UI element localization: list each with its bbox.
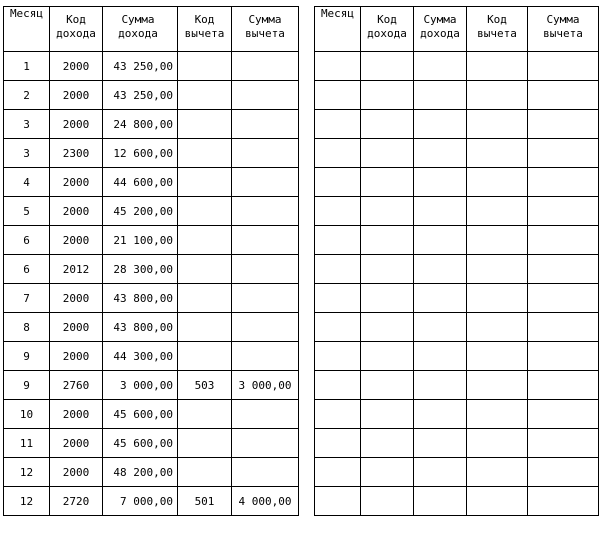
cell-income-sum: 3 000,00 (103, 371, 178, 400)
empty-cell (467, 487, 528, 516)
empty-cell (361, 487, 414, 516)
cell-deduction-code (178, 226, 232, 255)
cell-month: 3 (4, 110, 50, 139)
table-row-empty (315, 81, 599, 110)
cell-income-sum: 21 100,00 (103, 226, 178, 255)
empty-cell (528, 255, 599, 284)
empty-cell (414, 139, 467, 168)
table-row-empty (315, 458, 599, 487)
cell-income-sum: 45 600,00 (103, 429, 178, 458)
empty-table (314, 6, 599, 516)
empty-cell (361, 342, 414, 371)
header-deduction-code-2 (467, 7, 528, 52)
empty-cell (467, 52, 528, 81)
empty-cell (467, 81, 528, 110)
cell-income-sum: 28 300,00 (103, 255, 178, 284)
empty-cell (315, 255, 361, 284)
empty-cell (467, 110, 528, 139)
empty-cell (414, 429, 467, 458)
cell-month: 6 (4, 255, 50, 284)
empty-cell (467, 226, 528, 255)
cell-income-sum: 43 800,00 (103, 313, 178, 342)
empty-cell (467, 284, 528, 313)
cell-income-sum: 24 800,00 (103, 110, 178, 139)
empty-cell (361, 284, 414, 313)
cell-deduction-sum (232, 110, 299, 139)
empty-cell (414, 52, 467, 81)
cell-income-sum: 43 250,00 (103, 52, 178, 81)
empty-cell (315, 81, 361, 110)
empty-cell (315, 139, 361, 168)
header-deduction-sum-line2: вычета (245, 27, 285, 40)
empty-cell (414, 458, 467, 487)
header-deduction-sum-2-line2: вычета (543, 27, 583, 40)
header-month (4, 7, 50, 52)
table-row (4, 487, 299, 516)
table-row-empty (315, 342, 599, 371)
header-month-2 (315, 7, 361, 52)
table-row (4, 255, 299, 284)
cell-income-sum: 12 600,00 (103, 139, 178, 168)
empty-cell (361, 197, 414, 226)
cell-deduction-code (178, 168, 232, 197)
table-row (4, 400, 299, 429)
cell-income-code: 2000 (50, 226, 103, 255)
cell-deduction-sum (232, 313, 299, 342)
table-row (4, 197, 299, 226)
cell-deduction-sum: 3 000,00 (232, 371, 299, 400)
cell-deduction-code: 501 (178, 487, 232, 516)
cell-income-code: 2000 (50, 458, 103, 487)
table-row-empty (315, 371, 599, 400)
table-row (4, 81, 299, 110)
table-row-empty (315, 284, 599, 313)
cell-deduction-code (178, 52, 232, 81)
cell-income-code: 2000 (50, 110, 103, 139)
cell-month: 8 (4, 313, 50, 342)
cell-deduction-code (178, 400, 232, 429)
header-deduction-code-2-line2: вычета (477, 27, 517, 40)
empty-cell (315, 429, 361, 458)
table-row (4, 168, 299, 197)
header-deduction-sum-line1: Сумма (248, 13, 282, 26)
header-income-code-line2: дохода (56, 27, 96, 40)
empty-cell (467, 313, 528, 342)
empty-cell (361, 81, 414, 110)
cell-income-code: 2300 (50, 139, 103, 168)
table-row-empty (315, 400, 599, 429)
cell-deduction-code (178, 139, 232, 168)
empty-cell (315, 458, 361, 487)
header-month-label: Месяц (9, 7, 44, 20)
cell-income-code: 2000 (50, 313, 103, 342)
table-row-empty (315, 139, 599, 168)
empty-cell (315, 168, 361, 197)
table-row (4, 342, 299, 371)
cell-month: 4 (4, 168, 50, 197)
cell-deduction-sum (232, 429, 299, 458)
header-income-sum-2 (414, 7, 467, 52)
header-income-sum-2-line1: Сумма (423, 13, 457, 26)
header-deduction-code-line1: Код (194, 13, 215, 26)
table-row (4, 139, 299, 168)
cell-income-sum: 44 300,00 (103, 342, 178, 371)
cell-deduction-code (178, 313, 232, 342)
header-income-code-2 (361, 7, 414, 52)
empty-cell (361, 110, 414, 139)
empty-cell (467, 255, 528, 284)
empty-cell (361, 255, 414, 284)
cell-income-code: 2012 (50, 255, 103, 284)
cell-month: 2 (4, 81, 50, 110)
cell-deduction-code (178, 284, 232, 313)
empty-cell (528, 429, 599, 458)
header-deduction-code-line2: вычета (184, 27, 225, 40)
empty-cell (414, 81, 467, 110)
empty-cell (467, 458, 528, 487)
cell-deduction-code (178, 110, 232, 139)
header-deduction-sum-2 (528, 7, 599, 52)
header-deduction-sum (232, 7, 299, 52)
empty-cell (315, 284, 361, 313)
header-income-sum-line2: дохода (118, 27, 158, 40)
cell-month: 10 (4, 400, 50, 429)
empty-cell (414, 284, 467, 313)
cell-income-code: 2000 (50, 81, 103, 110)
cell-month: 5 (4, 197, 50, 226)
table-row-empty (315, 255, 599, 284)
cell-deduction-sum (232, 81, 299, 110)
empty-cell (361, 226, 414, 255)
cell-deduction-code (178, 458, 232, 487)
table-row-empty (315, 110, 599, 139)
empty-cell (528, 371, 599, 400)
empty-cell (414, 110, 467, 139)
empty-cell (528, 487, 599, 516)
cell-deduction-sum (232, 197, 299, 226)
empty-cell (361, 139, 414, 168)
table-row-empty (315, 197, 599, 226)
header-deduction-sum-2-line1: Сумма (546, 13, 580, 26)
cell-income-code: 2720 (50, 487, 103, 516)
empty-cell (467, 342, 528, 371)
cell-deduction-sum (232, 226, 299, 255)
empty-cell (528, 458, 599, 487)
table-row (4, 313, 299, 342)
empty-cell (361, 52, 414, 81)
cell-income-sum: 44 600,00 (103, 168, 178, 197)
cell-income-code: 2000 (50, 342, 103, 371)
table-row (4, 110, 299, 139)
header-deduction-code-2-line1: Код (487, 13, 507, 26)
empty-table-header (315, 7, 599, 52)
cell-income-sum: 48 200,00 (103, 458, 178, 487)
empty-cell (467, 168, 528, 197)
table-row-empty (315, 52, 599, 81)
cell-month: 9 (4, 342, 50, 371)
table-row-empty (315, 313, 599, 342)
empty-cell (361, 313, 414, 342)
cell-income-code: 2000 (50, 52, 103, 81)
empty-cell (528, 197, 599, 226)
cell-month: 11 (4, 429, 50, 458)
empty-cell (467, 400, 528, 429)
empty-cell (467, 139, 528, 168)
cell-deduction-sum (232, 168, 299, 197)
empty-cell (528, 139, 599, 168)
cell-income-sum: 45 600,00 (103, 400, 178, 429)
empty-cell (528, 81, 599, 110)
empty-cell (414, 371, 467, 400)
table-row (4, 226, 299, 255)
cell-income-code: 2000 (50, 400, 103, 429)
table-row-empty (315, 226, 599, 255)
cell-income-code: 2000 (50, 168, 103, 197)
empty-cell (528, 52, 599, 81)
income-table (3, 6, 299, 516)
empty-cell (528, 226, 599, 255)
empty-cell (315, 342, 361, 371)
cell-deduction-sum (232, 400, 299, 429)
cell-deduction-sum (232, 255, 299, 284)
cell-income-code: 2000 (50, 429, 103, 458)
cell-deduction-sum (232, 284, 299, 313)
empty-cell (315, 400, 361, 429)
cell-month: 12 (4, 487, 50, 516)
header-income-code-line1: Код (66, 13, 86, 26)
empty-cell (361, 400, 414, 429)
empty-cell (414, 197, 467, 226)
cell-deduction-sum (232, 458, 299, 487)
table-row (4, 429, 299, 458)
cell-month: 9 (4, 371, 50, 400)
empty-cell (414, 226, 467, 255)
cell-deduction-code (178, 429, 232, 458)
header-month-2-label: Месяц (320, 7, 355, 20)
empty-table-body (315, 52, 599, 516)
cell-deduction-sum: 4 000,00 (232, 487, 299, 516)
cell-deduction-sum (232, 139, 299, 168)
empty-cell (528, 313, 599, 342)
empty-cell (361, 458, 414, 487)
empty-cell (315, 487, 361, 516)
empty-cell (467, 197, 528, 226)
cell-deduction-code (178, 342, 232, 371)
empty-cell (467, 429, 528, 458)
income-table-body (4, 52, 299, 516)
table-row-empty (315, 168, 599, 197)
empty-cell (361, 371, 414, 400)
table-row (4, 284, 299, 313)
header-income-sum (103, 7, 178, 52)
header-income-code-2-line2: дохода (367, 27, 407, 40)
header-income-sum-2-line2: дохода (420, 27, 460, 40)
empty-cell (414, 342, 467, 371)
empty-cell (414, 255, 467, 284)
cell-deduction-code (178, 81, 232, 110)
empty-cell (467, 371, 528, 400)
cell-month: 1 (4, 52, 50, 81)
header-deduction-code (178, 7, 232, 52)
cell-month: 7 (4, 284, 50, 313)
empty-cell (414, 313, 467, 342)
cell-deduction-code (178, 197, 232, 226)
cell-month: 6 (4, 226, 50, 255)
cell-deduction-code (178, 255, 232, 284)
empty-cell (528, 400, 599, 429)
cell-month: 12 (4, 458, 50, 487)
empty-cell (414, 400, 467, 429)
cell-deduction-sum (232, 342, 299, 371)
table-row (4, 371, 299, 400)
header-income-sum-line1: Сумма (121, 13, 155, 26)
empty-cell (315, 52, 361, 81)
empty-cell (528, 168, 599, 197)
empty-cell (361, 168, 414, 197)
empty-cell (528, 284, 599, 313)
cell-income-code: 2760 (50, 371, 103, 400)
cell-income-sum: 45 200,00 (103, 197, 178, 226)
table-row-empty (315, 429, 599, 458)
cell-deduction-sum (232, 52, 299, 81)
header-income-code-2-line1: Код (377, 13, 397, 26)
empty-cell (528, 110, 599, 139)
cell-income-code: 2000 (50, 197, 103, 226)
cell-income-sum: 43 250,00 (103, 81, 178, 110)
empty-cell (315, 371, 361, 400)
cell-deduction-code: 503 (178, 371, 232, 400)
income-table-header (4, 7, 299, 52)
cell-month: 3 (4, 139, 50, 168)
empty-cell (361, 429, 414, 458)
empty-cell (315, 313, 361, 342)
cell-income-sum: 7 000,00 (103, 487, 178, 516)
empty-cell (414, 168, 467, 197)
cell-income-code: 2000 (50, 284, 103, 313)
empty-cell (528, 342, 599, 371)
cell-income-sum: 43 800,00 (103, 284, 178, 313)
table-row (4, 458, 299, 487)
empty-cell (315, 197, 361, 226)
table-row (4, 52, 299, 81)
table-row-empty (315, 487, 599, 516)
empty-cell (315, 226, 361, 255)
header-income-code (50, 7, 103, 52)
empty-cell (315, 110, 361, 139)
empty-cell (414, 487, 467, 516)
